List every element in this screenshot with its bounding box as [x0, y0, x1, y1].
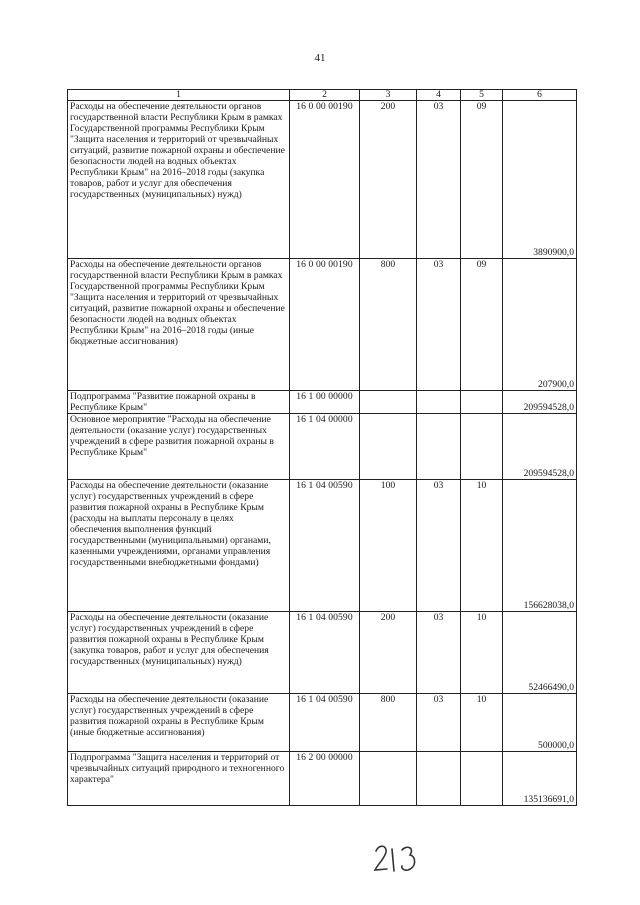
row-target-code: 16 2 00 00000	[290, 752, 360, 806]
row-target-code: 16 1 04 00000	[290, 414, 360, 480]
budget-table	[67, 89, 577, 806]
table-row	[68, 414, 577, 480]
row-subsection: 09	[461, 101, 503, 259]
row-expense-type: 100	[360, 480, 417, 612]
row-description: Расходы на обеспечение деятельности органов государственной власти Республики Крым в рамках Государственной программы Республики Крым "Защита населения и территорий от чрезвычайных ситуаций, развитие пожарной охраны и обеспечение безопасности людей на водных объектах Республики Крым" на 2016–2018 годы (закупка товаров, работ и услуг для обеспечения государственных (муниципальных) нужд)	[68, 101, 290, 259]
row-target-code: 16 1 04 00590	[290, 480, 360, 612]
row-subsection: 09	[461, 259, 503, 391]
page-number: 41	[314, 52, 326, 64]
row-section	[417, 752, 461, 806]
column-header: 1	[68, 90, 290, 101]
table-row	[68, 480, 577, 612]
column-header: 2	[290, 90, 360, 101]
table-header-row	[68, 90, 577, 101]
row-expense-type	[360, 391, 417, 414]
column-header: 6	[503, 90, 577, 101]
row-section: 03	[417, 480, 461, 612]
table-row	[68, 612, 577, 694]
column-header: 3	[360, 90, 417, 101]
row-amount: 3890900,0	[503, 101, 577, 259]
row-expense-type: 200	[360, 101, 417, 259]
row-description: Расходы на обеспечение деятельности органов государственной власти Республики Крым в рамках Государственной программы Республики Крым "Защита населения и территорий от чрезвычайных ситуаций, развитие пожарной охраны и обеспечение безопасности людей на водных объектах Республики Крым" на 2016–2018 годы (иные бюджетные ассигнования)	[68, 259, 290, 391]
table-row	[68, 752, 577, 806]
table-row	[68, 259, 577, 391]
row-description: Расходы на обеспечение деятельности (оказание услуг) государственных учреждений в сфере развития пожарной охраны в Республике Крым (расходы на выплаты персоналу в целях обеспечения выполнения функций государственными (муниципальными) органами, казенными учреждениями, органами управления государственными внебюджетными фондами)	[68, 480, 290, 612]
row-target-code: 16 1 00 00000	[290, 391, 360, 414]
row-section: 03	[417, 101, 461, 259]
row-section: 03	[417, 259, 461, 391]
row-amount: 156628038,0	[503, 480, 577, 612]
row-subsection	[461, 391, 503, 414]
row-subsection	[461, 752, 503, 806]
row-description: Расходы на обеспечение деятельности (оказание услуг) государственных учреждений в сфере развития пожарной охраны в Республике Крым (иные бюджетные ассигнования)	[68, 694, 290, 752]
row-expense-type	[360, 752, 417, 806]
row-section: 03	[417, 612, 461, 694]
row-section	[417, 414, 461, 480]
row-amount: 209594528,0	[503, 391, 577, 414]
row-amount: 135136691,0	[503, 752, 577, 806]
column-header: 5	[461, 90, 503, 101]
column-header: 4	[417, 90, 461, 101]
row-target-code: 16 0 00 00190	[290, 259, 360, 391]
row-description: Расходы на обеспечение деятельности (оказание услуг) государственных учреждений в сфере развития пожарной охраны в Республике Крым (закупка товаров, работ и услуг для обеспечения государственных (муниципальных) нужд)	[68, 612, 290, 694]
row-expense-type: 800	[360, 694, 417, 752]
table-row	[68, 694, 577, 752]
row-expense-type	[360, 414, 417, 480]
table-row	[68, 101, 577, 259]
row-subsection	[461, 414, 503, 480]
row-description: Подпрограмма "Защита населения и территорий от чрезвычайных ситуаций природного и техногенного характера"	[68, 752, 290, 806]
row-target-code: 16 1 04 00590	[290, 694, 360, 752]
row-amount: 209594528,0	[503, 414, 577, 480]
row-amount: 207900,0	[503, 259, 577, 391]
row-description: Основное мероприятие "Расходы на обеспечение деятельности (оказание услуг) государственных учреждений в сфере развития пожарной охраны в Республике Крым"	[68, 414, 290, 480]
row-description: Подпрограмма "Развитие пожарной охраны в Республике Крым"	[68, 391, 290, 414]
row-amount: 500000,0	[503, 694, 577, 752]
row-section	[417, 391, 461, 414]
row-target-code: 16 0 00 00190	[290, 101, 360, 259]
row-subsection: 10	[461, 612, 503, 694]
row-section: 03	[417, 694, 461, 752]
table-row	[68, 391, 577, 414]
row-expense-type: 800	[360, 259, 417, 391]
handwritten-signature	[372, 842, 422, 876]
row-subsection: 10	[461, 694, 503, 752]
row-target-code: 16 1 04 00590	[290, 612, 360, 694]
row-subsection: 10	[461, 480, 503, 612]
row-expense-type: 200	[360, 612, 417, 694]
row-amount: 52466490,0	[503, 612, 577, 694]
